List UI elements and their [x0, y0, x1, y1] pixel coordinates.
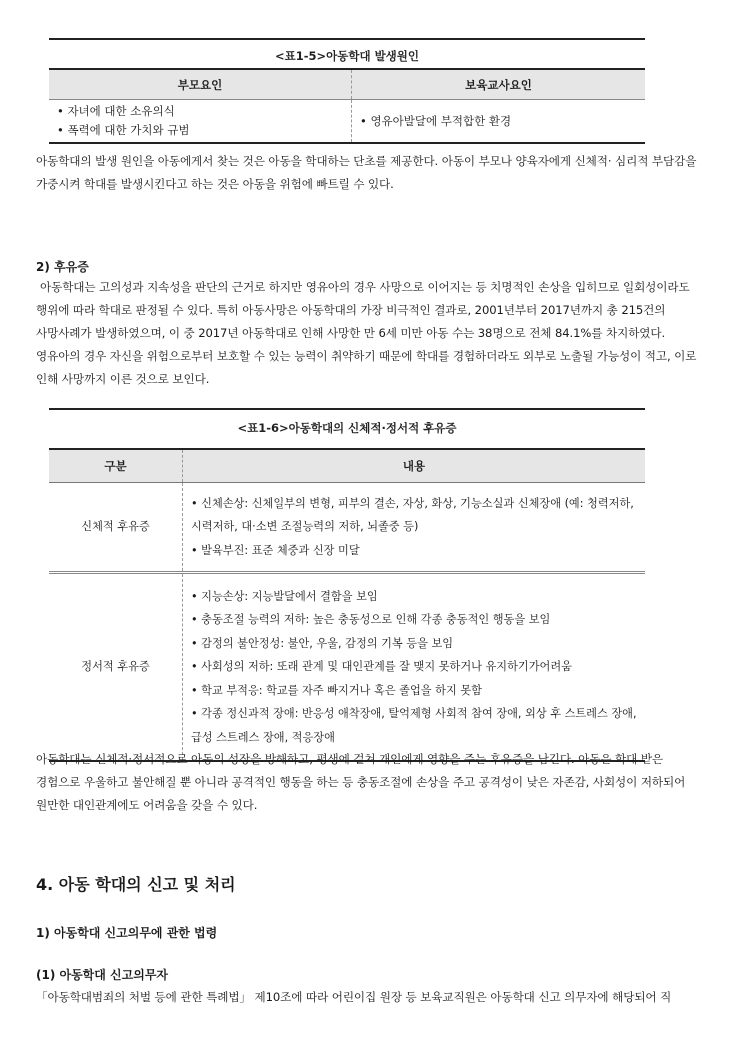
table1 — [49, 68, 645, 144]
section-heading-reporting: 4. 아동 학대의 신고 및 처리 — [36, 875, 236, 894]
table2-header-content: 내용 — [183, 449, 646, 483]
list-item: • 자녀에 대한 소유의식 — [57, 104, 175, 118]
paragraph-summary: 아동학대는 신체적·정서적으로 아동의 성장을 방해하고, 평생에 걸쳐 개인에게 영향을 주는 후유증을 남긴다. 아동은 학대 받은 경험으로 우울하고 불안해질 뿐 아니라 공격적인 행동을 하는 등 충동조절에 손상을 주고 공격성이 낮은 자존감, 사회성이 저하되어 원만한 대인관계에도 어려움을 갖을 수 있다. — [36, 752, 686, 812]
list-item: • 지능손상: 지능발달에서 결함을 보임 — [191, 589, 378, 603]
list-item: • 사회성의 저하: 또래 관계 및 대인관계를 잘 맺지 못하거나 유지하기가어려움 — [191, 660, 572, 674]
table2-row-label: 신체적 후유증 — [49, 483, 183, 573]
table1-parent-cell — [49, 100, 352, 144]
list-item: • 각종 정신과적 장애: 반응성 애착장애, 탈억제형 사회적 참여 장애, 외상 후 스트레스 장애, 급성 스트레스 장애, 적응장애 — [191, 707, 637, 744]
paragraph-obligors: 「아동학대범죄의 처벌 등에 관한 특례법」 제10조에 따라 어린이집 원장 등 보육교직원은 아동학대 신고 의무자에 해당되어 직 — [36, 990, 672, 1004]
table1-top-rule — [49, 38, 645, 40]
list-item: • 충동조절 능력의 저하: 높은 충동성으로 인해 각종 충동적인 행동을 보임 — [191, 613, 551, 627]
table2-header-category: 구분 — [49, 449, 183, 483]
table2 — [49, 448, 645, 762]
table2-row-content — [183, 573, 646, 762]
list-item: • 영유아발달에 부적합한 환경 — [360, 113, 512, 128]
table1-header-parent: 부모요인 — [49, 69, 352, 100]
table2-caption: <표1-6>아동학대의 신체적·정서적 후유증 — [237, 421, 457, 435]
paragraph-causes: 아동학대의 발생 원인을 아동에게서 찾는 것은 아동을 학대하는 단초를 제공한다. 아동이 부모나 양육자에게 신체적· 심리적 부담감을 가중시켜 학대를 발생시킨다고 하는 것은 아동을 위험에 빠트릴 수 있다. — [36, 154, 697, 191]
table1-caption: <표1-5>아동학대 발생원인 — [274, 49, 420, 63]
section-heading-aftereffects: 2) 후유증 — [36, 260, 89, 274]
table1-teacher-cell — [352, 100, 646, 144]
table2-top-rule — [49, 408, 645, 410]
list-item: • 폭력에 대한 가치와 규범 — [57, 123, 190, 137]
table1-header-teacher: 보육교사요인 — [352, 69, 646, 100]
subsection-heading-obligors: (1) 아동학대 신고의무자 — [36, 968, 169, 982]
table2-row-label: 정서적 후유증 — [49, 573, 183, 762]
paragraph-aftereffects: 아동학대는 고의성과 지속성을 판단의 근거로 하지만 영유아의 경우 사망으로 이어지는 등 치명적인 손상을 입히므로 일회성이라도 행위에 따라 학대로 판정될 수 있다. 특히 아동사망은 아동학대의 가장 비극적인 결과로, 2001년부터 2017년까지 총 215건의 사망사례가 발생하였으며, 이 중 2017년 아동학대로 인해 사망한 만 6세 미만 아동 수는 38명으로 전체 84.1%를 차지하였다. 영유아의 경우 자신을 위험으로부터 보호할 수 있는 능력이 취약하기 때문에 학대를 경험하더라도 외부로 노출될 가능성이 적고, 이로 인해 사망까지 이른 것으로 보인다. — [36, 280, 697, 386]
list-item: • 신체손상: 신체일부의 변형, 피부의 결손, 자상, 화상, 기능소실과 신체장애 (예: 청력저하, 시력저하, 대·소변 조절능력의 저하, 뇌졸중 등) — [191, 496, 634, 534]
list-item: • 감정의 불안정성: 불안, 우울, 감정의 기복 등을 보임 — [191, 636, 454, 650]
table2-row-content — [183, 483, 646, 573]
list-item: • 학교 부적응: 학교를 자주 빠지거나 혹은 졸업을 하지 못함 — [191, 683, 482, 697]
subsection-heading-law: 1) 아동학대 신고의무에 관한 법령 — [36, 926, 218, 940]
list-item: • 발육부진: 표준 체중과 신장 미달 — [191, 543, 360, 557]
